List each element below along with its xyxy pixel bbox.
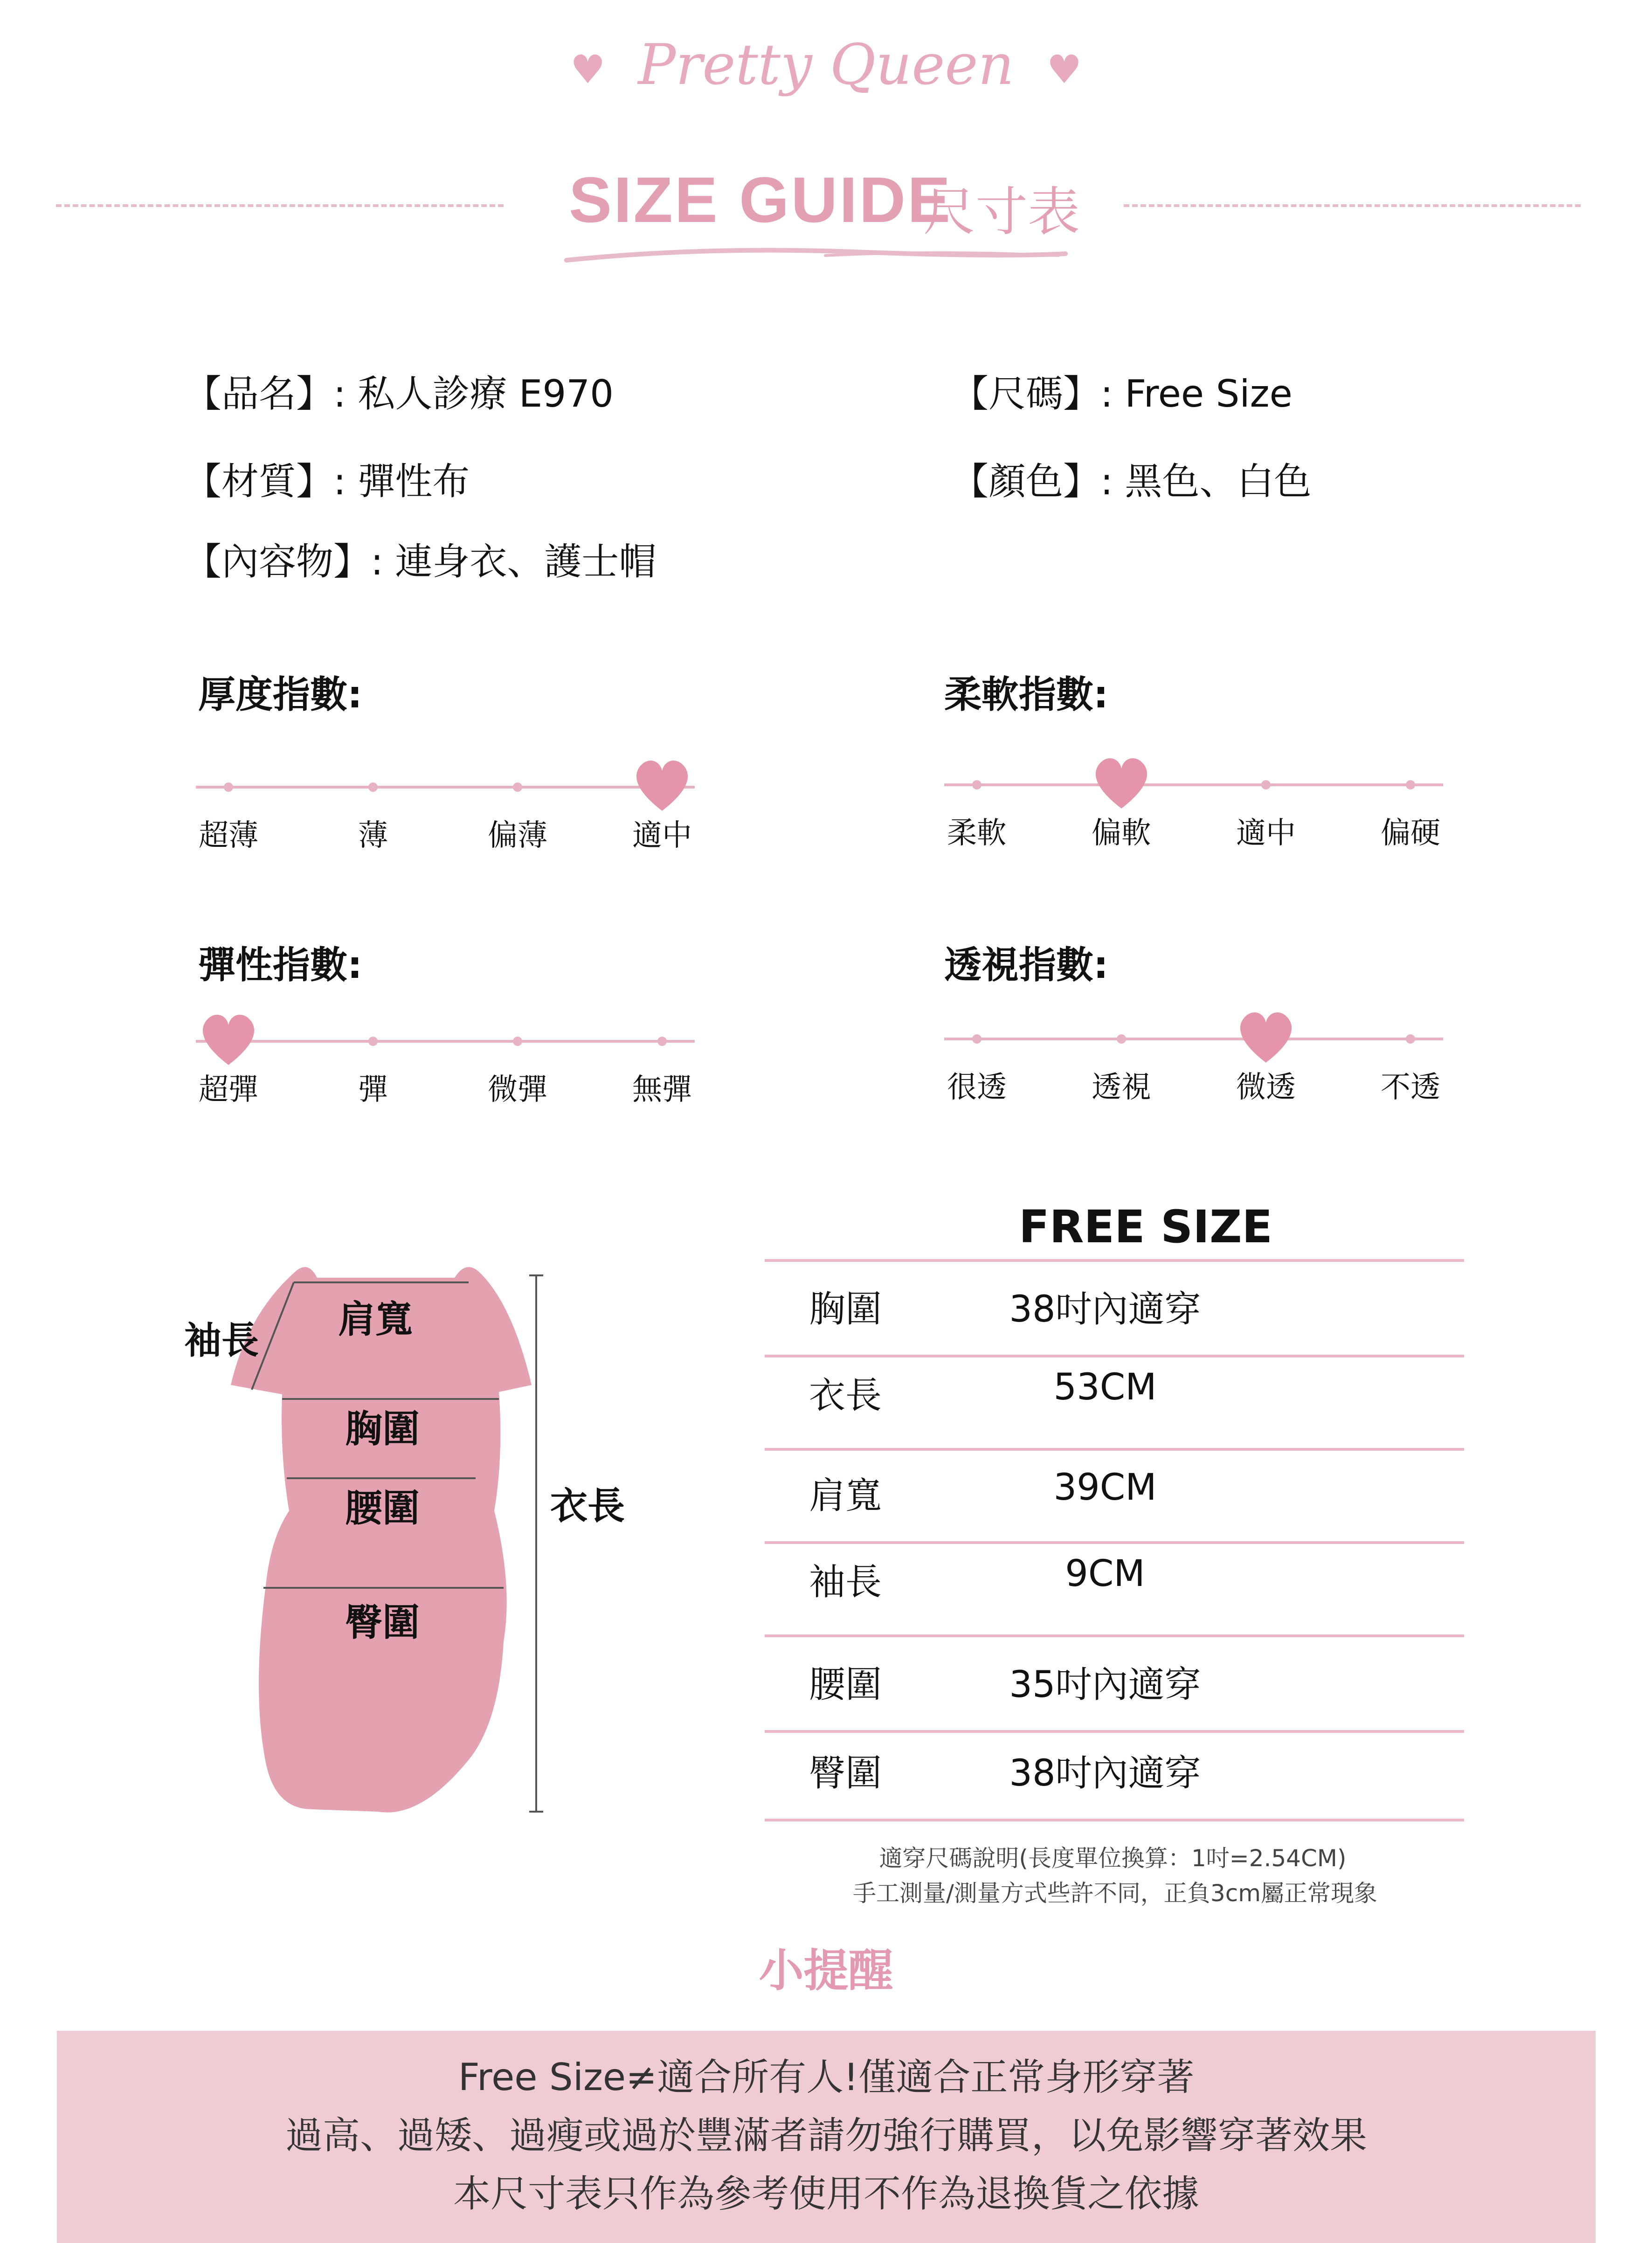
table-row-label: 袖長 [809,1561,882,1603]
table-row-value: 9CM [1065,1553,1145,1595]
transparency-option-label: 透視 [1092,1070,1151,1105]
table-divider [765,1259,1464,1262]
transparency-option-label: 不透 [1381,1070,1440,1105]
transparency-selected-heart-icon [1236,1009,1296,1065]
transparency-scale-dot [972,1034,982,1044]
dress-silhouette [231,1267,532,1813]
thickness-option-label: 超薄 [199,818,258,853]
elasticity-option-label: 微彈 [488,1073,547,1107]
table-row-label: 衣長 [809,1375,882,1417]
size-note-line2: 手工測量/測量方式些許不同，正負3cm屬正常現象 [853,1880,1377,1907]
elasticity-scale-dot [513,1037,522,1046]
diagram-label-waist: 腰圍 [345,1487,420,1530]
transparency-scale-dot [1406,1034,1415,1044]
table-row-value: 38吋內適穿 [1009,1288,1201,1330]
heart-icon-right: ♥ [1046,46,1082,92]
reminder-line-3: 本尺寸表只作為參考使用不作為退換貨之依據 [453,2172,1199,2215]
table-row-value: 53CM [1053,1366,1157,1408]
diagram-label-chest: 胸圍 [345,1407,420,1451]
thickness-scale-dot [368,782,378,792]
softness-scale-dot [1406,780,1415,789]
thickness-scale [196,767,695,860]
elasticity-index-title: 彈性指數: [198,943,362,987]
elasticity-scale-dot [657,1037,667,1046]
table-row-label: 胸圍 [809,1288,882,1330]
size-table-title: FREE SIZE [1019,1201,1273,1253]
transparency-scale-dot [1117,1034,1126,1044]
thickness-selected-heart-icon [632,757,692,813]
table-row-value: 38吋內適穿 [1009,1752,1201,1794]
diagram-label-length: 衣長 [550,1484,625,1528]
elasticity-option-label: 超彈 [199,1073,258,1107]
elasticity-option-label: 無彈 [632,1073,692,1107]
thickness-index-title: 厚度指數: [198,673,362,716]
table-row-value: 35吋內適穿 [1009,1664,1201,1706]
transparency-scale [944,1019,1443,1112]
softness-option-label: 適中 [1236,816,1296,851]
thickness-option-label: 薄 [358,818,388,853]
page-title-cn: 尺寸表 [923,182,1080,242]
table-divider [765,1819,1464,1821]
thickness-scale-dot [224,782,233,792]
elasticity-scale-track [196,1040,695,1043]
diagram-label-hip: 臀圍 [345,1601,420,1644]
reminder-box [57,2031,1596,2243]
elasticity-scale [196,1021,695,1115]
softness-option-label: 偏軟 [1092,816,1151,851]
table-divider [765,1355,1464,1357]
softness-option-label: 柔軟 [947,816,1007,851]
brand-name: Pretty Queen [638,33,1014,97]
elasticity-scale-dot [368,1037,378,1046]
transparency-option-label: 微透 [1236,1070,1296,1105]
table-divider [765,1634,1464,1637]
softness-scale-dot [972,780,982,789]
thickness-scale-dot [513,782,522,792]
diagram-label-shoulder: 肩寬 [338,1298,413,1341]
info-color: 【顏色】: 黑色、白色 [951,460,1312,503]
transparency-index-title: 透視指數: [944,943,1108,987]
table-divider [765,1448,1464,1451]
diagram-label-sleeve: 袖長 [184,1319,259,1362]
table-row-label: 腰圍 [809,1664,882,1706]
softness-selected-heart-icon [1091,755,1152,810]
softness-index-title: 柔軟指數: [944,673,1108,716]
thickness-option-label: 適中 [632,818,692,853]
thickness-option-label: 偏薄 [488,818,547,853]
title-row [0,154,1652,256]
reminder-line-2: 過高、過矮、過瘦或過於豐滿者請勿強行購買，以免影響穿著效果 [285,2114,1367,2157]
brand-header [0,33,1652,97]
softness-scale-dot [1261,780,1271,789]
elasticity-option-label: 彈 [358,1073,388,1107]
table-row-label: 肩寬 [809,1475,882,1517]
dashed-divider-left [56,204,504,207]
table-divider [765,1730,1464,1733]
softness-option-label: 偏硬 [1381,816,1440,851]
transparency-scale-track [944,1038,1443,1040]
info-material: 【材質】: 彈性布 [184,460,470,503]
brush-stroke-decoration [564,242,1068,270]
table-row-value: 39CM [1053,1467,1157,1509]
table-row-label: 臀圍 [809,1752,882,1794]
heart-icon-left: ♥ [570,46,606,92]
table-divider [765,1541,1464,1544]
dashed-divider-right [1124,204,1581,207]
reminder-line-1: Free Size≠適合所有人!僅適合正常身形穿著 [458,2056,1195,2099]
softness-scale-track [944,783,1443,786]
info-size: 【尺碼】: Free Size [951,372,1293,415]
thickness-scale-track [196,786,695,789]
size-note-line1: 適穿尺碼說明(長度單位換算：1吋=2.54CM) [879,1845,1347,1872]
info-product-name: 【品名】: 私人診療 E970 [184,372,614,415]
softness-scale [944,765,1443,858]
info-contents: 【內容物】: 連身衣、護士帽 [184,540,657,583]
reminder-title: 小提醒 [759,1945,893,1997]
elasticity-selected-heart-icon [198,1011,259,1067]
page-title: SIZE GUIDE [569,164,953,236]
transparency-option-label: 很透 [947,1070,1007,1105]
